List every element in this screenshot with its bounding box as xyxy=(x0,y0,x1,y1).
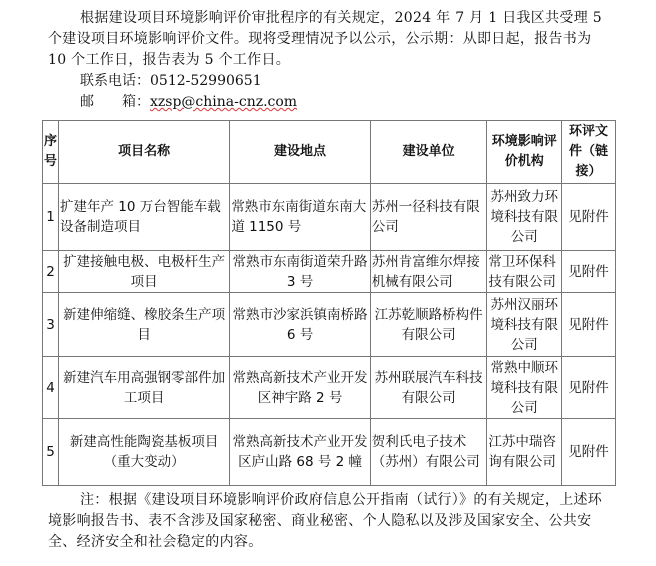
header-no: 序号 xyxy=(43,121,59,184)
row-agency: 江苏中瑞咨询有限公司 xyxy=(487,419,562,486)
row-file-link[interactable]: 见附件 xyxy=(562,419,616,486)
note-paragraph: 注：根据《建设项目环境影响评价政府信息公开指南（试行）》的有关规定，上述环境影响报告书、表不含涉及国家秘密、商业秘密、个人隐私以及涉及国家安全、公共安全、经济安全和社会稳定的内容。 xyxy=(48,492,603,550)
row-name: 新建汽车用高强钢零部件加工项目 xyxy=(59,357,230,419)
table-row xyxy=(43,357,616,419)
header-name: 项目名称 xyxy=(59,121,230,184)
row-name: 扩建接触电极、电极杆生产项目 xyxy=(59,251,230,293)
contact-phone xyxy=(80,71,262,92)
header-agency: 环境影响评价机构 xyxy=(487,121,562,184)
header-location: 建设地点 xyxy=(230,121,370,184)
row-no: 3 xyxy=(43,293,59,357)
row-name: 扩建年产 10 万台智能车载设备制造项目 xyxy=(59,184,230,251)
row-no: 2 xyxy=(43,251,59,293)
projects-table xyxy=(42,120,616,486)
table-row xyxy=(43,419,616,486)
row-file-link[interactable]: 见附件 xyxy=(562,357,616,419)
header-file: 环评文件（链接） xyxy=(562,121,616,184)
phone-label: 联系电话： xyxy=(80,73,150,89)
row-location: 常熟市东南街道东南大道 1150 号 xyxy=(230,184,370,251)
row-location: 常熟高新技术产业开发区庐山路 68 号 2 幢 xyxy=(230,419,370,486)
row-agency: 常卫环保科技有限公司 xyxy=(487,251,562,293)
row-unit: 贺利氏电子技术（苏州）有限公司 xyxy=(370,419,487,486)
row-file-link[interactable]: 见附件 xyxy=(562,251,616,293)
row-no: 1 xyxy=(43,184,59,251)
row-unit: 苏州联展汽车科技有限公司 xyxy=(370,357,487,419)
row-file-link[interactable]: 见附件 xyxy=(562,184,616,251)
row-agency: 苏州汉丽环境科技有限公司 xyxy=(487,293,562,357)
table-header-row xyxy=(43,121,616,184)
row-no: 4 xyxy=(43,357,59,419)
phone-value: 0512-52990651 xyxy=(150,73,262,89)
row-agency: 苏州致力环境科技有限公司 xyxy=(487,184,562,251)
row-name: 新建高性能陶瓷基板项目（重大变动） xyxy=(59,419,230,486)
row-no: 5 xyxy=(43,419,59,486)
email-label: 邮 箱： xyxy=(80,94,150,110)
row-agency: 常熟中顺环境科技有限公司 xyxy=(487,357,562,419)
row-unit: 江苏乾顺路桥构件有限公司 xyxy=(370,293,487,357)
table-row xyxy=(43,184,616,251)
header-unit: 建设单位 xyxy=(370,121,487,184)
row-name: 新建伸缩缝、橡胶条生产项目 xyxy=(59,293,230,357)
row-location: 常熟高新技术产业开发区神宇路 2 号 xyxy=(230,357,370,419)
row-location: 常熟市东南街道荣升路 3 号 xyxy=(230,251,370,293)
row-unit: 苏州肯富维尔焊接机械有限公司 xyxy=(370,251,487,293)
contact-email xyxy=(80,92,297,113)
intro-paragraph: 根据建设项目环境影响评价审批程序的有关规定，2024 年 7 月 1 日我区共受理 5 个建设项目环境影响评价文件。现将受理情况予以公示，公示期：从即日起，报告书为 10 个工作日，报告表为 5 个工作日。 xyxy=(48,10,602,68)
row-file-link[interactable]: 见附件 xyxy=(562,293,616,357)
row-unit: 苏州一径科技有限公司 xyxy=(370,184,487,251)
table-row xyxy=(43,251,616,293)
email-value[interactable]: xzsp@china-cnz.com xyxy=(150,94,298,110)
table-row xyxy=(43,293,616,357)
row-location: 常熟市沙家浜镇南桥路 6 号 xyxy=(230,293,370,357)
